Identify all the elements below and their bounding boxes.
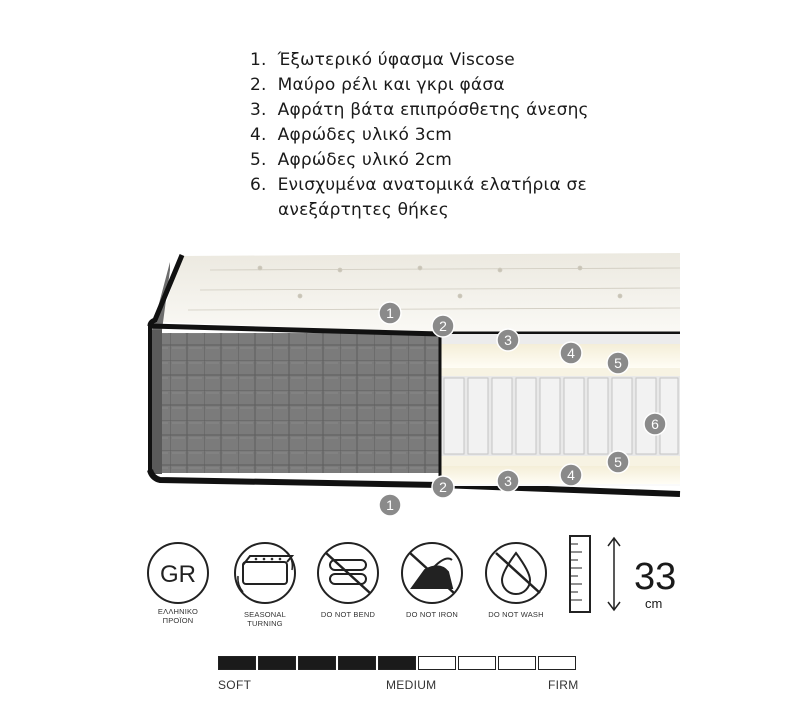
firmness-segment-filled (338, 656, 376, 670)
firmness-segment-filled (298, 656, 336, 670)
marker-1-bottom (379, 494, 401, 516)
marker-4-top (560, 342, 582, 364)
svg-text:3: 3 (504, 332, 512, 348)
firmness-label-medium: MEDIUM (386, 678, 437, 692)
gr-caption: ΕΛΛΗΝΙΚΟ ΠΡΟΪΟΝ (157, 607, 199, 625)
layer-item: 2. Μαύρο ρέλι και γκρι φάσα (250, 75, 505, 95)
firmness-segment-filled (218, 656, 256, 670)
svg-text:3: 3 (504, 473, 512, 489)
layer-item: 4. Αφρώδες υλικό 3cm (250, 125, 453, 145)
ruler-icon (570, 536, 620, 612)
svg-text:2: 2 (439, 479, 447, 495)
firmness-segment-empty (498, 656, 536, 670)
svg-text:GR: GR (160, 561, 196, 588)
layer-item: 5. Αφρώδες υλικό 2cm (250, 150, 453, 170)
firmness-label-soft: SOFT (218, 678, 252, 692)
svg-text:4: 4 (567, 467, 575, 483)
marker-2-bottom (432, 476, 454, 498)
seasonal-caption: SEASONAL TURNING (243, 610, 287, 628)
svg-text:2: 2 (439, 318, 447, 334)
no-bend-caption: DO NOT BEND (320, 610, 376, 619)
do-not-wash-icon (486, 543, 546, 603)
svg-text:1: 1 (386, 305, 394, 321)
firmness-segment-empty (458, 656, 496, 670)
layer-item: 6. Ενισχυμένα ανατομικά ελατήρια σε (250, 175, 587, 195)
gr-icon (148, 543, 208, 603)
do-not-iron-icon (402, 543, 462, 603)
svg-text:1: 1 (386, 497, 394, 513)
marker-5-top (607, 352, 629, 374)
layer-item-continuation: ανεξάρτητες θήκες (278, 200, 449, 220)
marker-4-bottom (560, 464, 582, 486)
svg-text:5: 5 (614, 355, 622, 371)
marker-5-bottom (607, 451, 629, 473)
seasonal-turning-icon (235, 543, 295, 603)
height-value: 33 (634, 556, 677, 598)
firmness-segment-filled (378, 656, 416, 670)
do-not-bend-icon (318, 543, 378, 603)
svg-text:6: 6 (651, 416, 659, 432)
layer-item: 1. Έξωτερικό ύφασμα Viscose (250, 50, 515, 70)
no-wash-caption: DO NOT WASH (488, 610, 544, 619)
height-unit: cm (645, 596, 663, 611)
mattress-top (160, 253, 680, 333)
no-iron-caption: DO NOT IRON (405, 610, 459, 619)
svg-text:4: 4 (567, 345, 575, 361)
svg-text:5: 5 (614, 454, 622, 470)
firmness-label-firm: FIRM (548, 678, 579, 692)
firmness-segment-empty (418, 656, 456, 670)
layer-item: 3. Αφράτη βάτα επιπρόσθετης άνεσης (250, 100, 589, 120)
firmness-segment-empty (538, 656, 576, 670)
firmness-scale (218, 656, 576, 670)
marker-2-top (432, 315, 454, 337)
marker-1-top (379, 302, 401, 324)
firmness-segment-filled (258, 656, 296, 670)
marker-6 (644, 413, 666, 435)
marker-3-bottom (497, 470, 519, 492)
marker-3-top (497, 329, 519, 351)
